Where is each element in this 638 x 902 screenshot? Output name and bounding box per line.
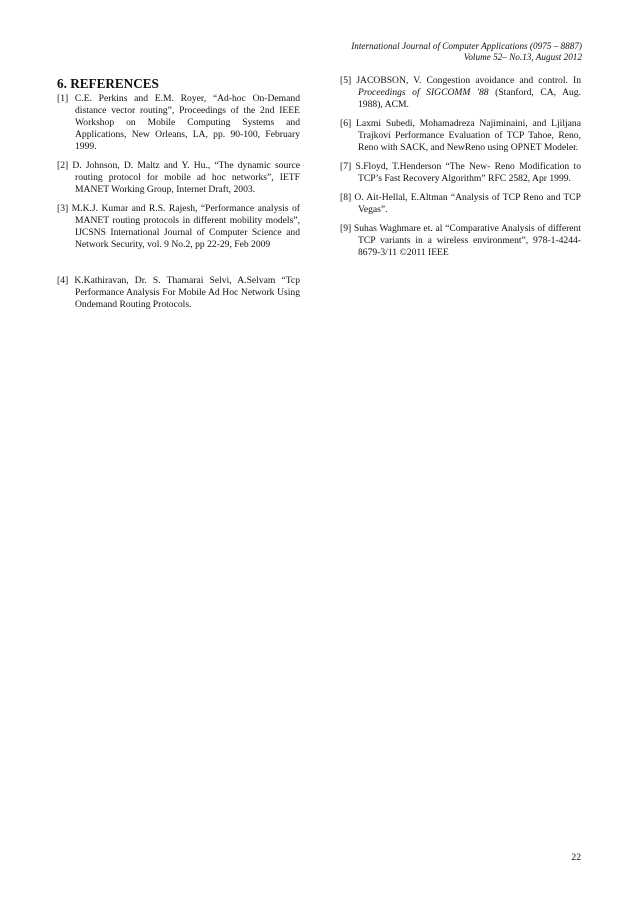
reference-item xyxy=(340,192,581,216)
section-title: 6. REFERENCES xyxy=(57,76,159,91)
reference-text-pre: JACOBSON, V. Congestion avoidance and control. In xyxy=(356,75,582,86)
reference-number: [8] xyxy=(340,192,355,203)
reference-text: O. Ait-Hellal, E.Altman “Analysis of TCP Reno and TCP Vegas”. xyxy=(354,192,581,215)
reference-number: [9] xyxy=(340,223,354,234)
reference-text: M.K.J. Kumar and R.S. Rajesh, “Performance analysis of MANET routing protocols in different mobility models”, IJCSNS International Journal of Computer Science and Network Security, vol. 9 No.2, pp 22-29, Feb 2009 xyxy=(71,203,300,250)
reference-number: [3] xyxy=(57,203,72,214)
reference-text: Suhas Waghmare et. al “Comparative Analysis of different TCP variants in a wireless environment”, 978-1-4244-8679-3/11 ©2011 IEEE xyxy=(353,223,582,258)
reference-item xyxy=(340,223,581,259)
reference-text-post: (Stanford, CA, Aug. 1988), ACM. xyxy=(358,87,581,110)
reference-number: [1] xyxy=(57,93,75,104)
left-column xyxy=(57,76,300,318)
reference-item xyxy=(57,160,300,196)
journal-header xyxy=(262,41,582,63)
reference-number: [5] xyxy=(340,75,357,86)
reference-item xyxy=(340,118,581,154)
reference-item xyxy=(340,161,581,185)
reference-text: D. Johnson, D. Maltz and Y. Hu., “The dynamic source routing protocol for mobile ad hoc networks”, IETF MANET Working Group, Internet Draft, 2003. xyxy=(72,160,300,195)
reference-text-italic: Proceedings of SIGCOMM '88 xyxy=(358,87,489,98)
reference-text: S.Floyd, T.Henderson “The New- Reno Modification to TCP’s Fast Recovery Algorithm” RFC 2582, Apr 1999. xyxy=(355,161,581,184)
reference-number: [7] xyxy=(340,161,356,172)
reference-text: C.E. Perkins and E.M. Royer, “Ad-hoc On-Demand distance vector routing”, Proceedings of the 2nd IEEE Workshop on Mobile Computing Systems and Applications, New Orleans, LA, pp. 90-100, February 1999. xyxy=(74,93,300,152)
reference-number: [2] xyxy=(57,160,73,171)
right-column xyxy=(340,75,581,266)
reference-item xyxy=(57,275,300,311)
reference-number: [6] xyxy=(340,118,357,129)
reference-item xyxy=(57,203,300,251)
reference-item xyxy=(340,75,581,111)
reference-item xyxy=(57,93,300,153)
journal-header-volume: Volume 52– No.13, August 2012 xyxy=(463,52,582,62)
reference-text: Laxmi Subedi, Mohamadreza Najiminaini, and Ljiljana Trajkovi Performance Evaluation of TCP Tahoe, Reno, Reno with SACK, and NewReno using OPNET Modeler. xyxy=(356,118,581,153)
page-number: 22 xyxy=(571,852,581,863)
reference-text: K.Kathiravan, Dr. S. Thamarai Selvi, A.Selvam “Tcp Performance Analysis For Mobile Ad Hoc Network Using Ondemand Routing Protocols. xyxy=(74,275,300,310)
reference-number: [4] xyxy=(57,275,75,286)
journal-header-title: International Journal of Computer Applications (0975 – 8887) xyxy=(351,41,582,51)
